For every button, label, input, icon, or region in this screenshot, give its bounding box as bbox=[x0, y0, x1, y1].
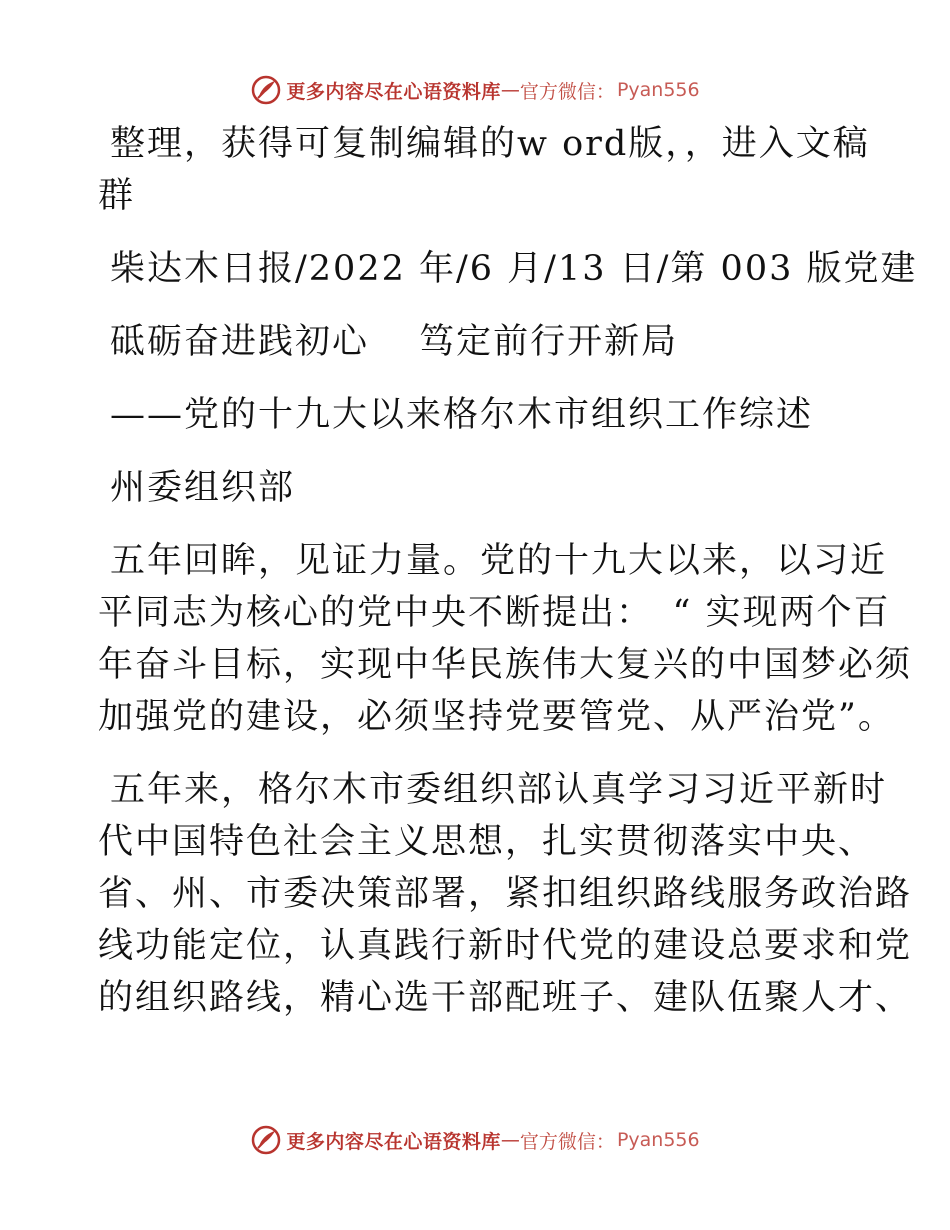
text-line: 五年来，格尔木市委组织部认真学习习近平新时 bbox=[110, 770, 888, 810]
paragraph-author bbox=[98, 462, 858, 514]
watermark-brand: 更多内容尽在心语资料库 bbox=[286, 1130, 501, 1153]
text-line: 的组织路线，精心选干部配班子、建队伍聚人才、 bbox=[98, 978, 913, 1018]
paragraph-body-1 bbox=[98, 535, 913, 743]
text-line: 群 bbox=[98, 176, 136, 216]
text-line: 平同志为核心的党中央不断提出： “ 实现两个百 bbox=[98, 593, 891, 633]
watermark-account: Pyan556 bbox=[616, 79, 700, 101]
watermark-account: Pyan556 bbox=[616, 1129, 700, 1151]
paragraph-title bbox=[98, 316, 858, 368]
text-line: 加强党的建设，必须坚持党要管党、从严治党”。 bbox=[98, 697, 895, 737]
text-line: 整理，获得可复制编辑的w ord版，，进入文稿 bbox=[110, 124, 870, 164]
footer-watermark bbox=[0, 1120, 950, 1160]
text-line: 线功能定位，认真践行新时代党的建设总要求和党 bbox=[98, 926, 913, 966]
text-line: 代中国特色社会主义思想，扎实贯彻落实中央、 bbox=[98, 822, 876, 862]
quill-logo-icon bbox=[250, 1124, 282, 1156]
paragraph-body-2 bbox=[98, 764, 913, 1024]
paragraph-source bbox=[98, 243, 918, 295]
text-line: 柴达木日报/2022 年/6 月/13 日/第 003 版党建 bbox=[110, 249, 918, 289]
article-title: 砥砺奋进践初心 笃定前行开新局 bbox=[110, 322, 679, 362]
quill-logo-icon bbox=[250, 74, 282, 106]
watermark-brand: 更多内容尽在心语资料库 bbox=[286, 80, 501, 103]
article-author: 州委组织部 bbox=[110, 468, 296, 508]
text-line: 五年回眸，见证力量。党的十九大以来，以习近 bbox=[110, 541, 888, 581]
watermark-dash: — bbox=[500, 79, 520, 101]
paragraph-intro bbox=[98, 118, 870, 222]
watermark-label: 官方微信： bbox=[519, 80, 615, 103]
paragraph-subtitle bbox=[98, 389, 858, 441]
text-line: 年奋斗目标，实现中华民族伟大复兴的中国梦必须 bbox=[98, 645, 913, 685]
text-line: 省、州、市委决策部署，紧扣组织路线服务政治路 bbox=[98, 874, 913, 914]
document-body bbox=[98, 118, 918, 1045]
watermark-label: 官方微信： bbox=[519, 1130, 615, 1153]
header-watermark bbox=[0, 70, 950, 110]
watermark-dash: — bbox=[500, 1129, 520, 1151]
article-subtitle: ——党的十九大以来格尔木市组织工作综述 bbox=[110, 395, 814, 435]
